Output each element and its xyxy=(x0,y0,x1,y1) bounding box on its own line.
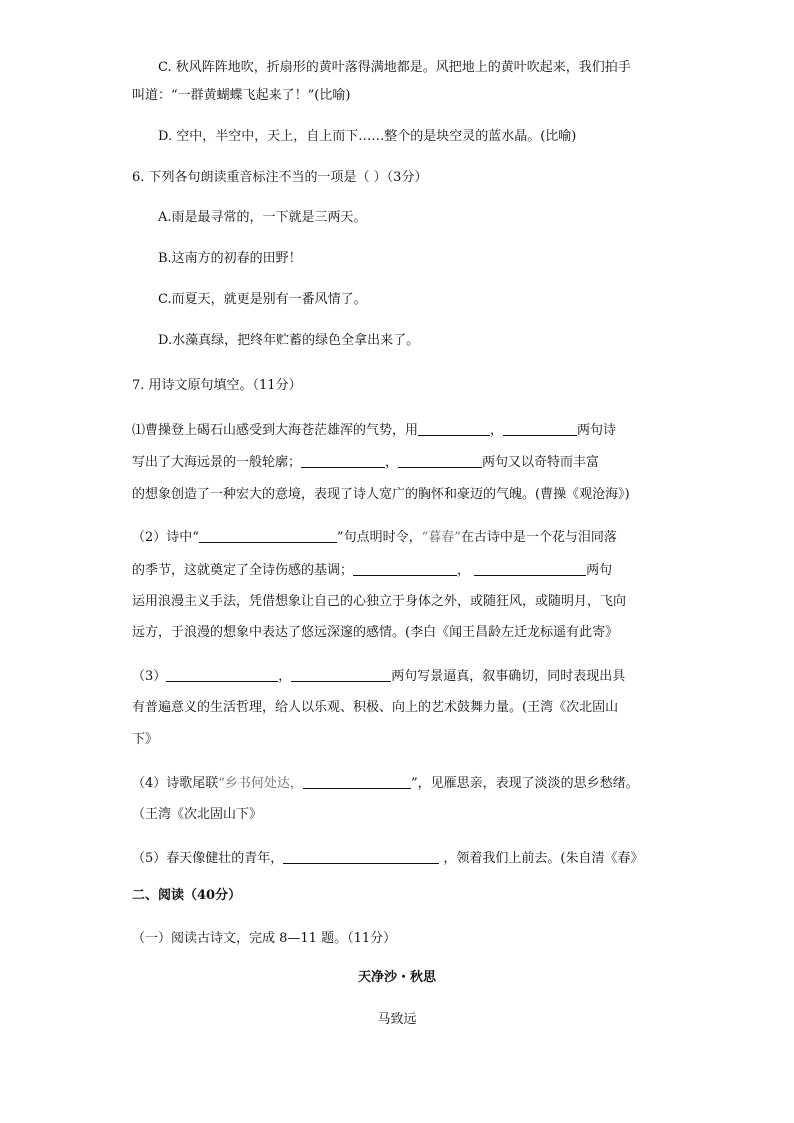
answer-blank-8[interactable] xyxy=(166,667,278,682)
q7-p5-line1: （5）春天像健壮的青年， ，领着我们上前去。(朱自清《春》 xyxy=(132,851,644,866)
answer-blank-4[interactable] xyxy=(398,453,482,468)
poem-title: 天净沙・秋思 xyxy=(357,970,436,985)
answer-blank-9[interactable] xyxy=(291,667,391,682)
q7-stem: 7. 用诗文原句填空。（11分） xyxy=(132,378,302,393)
q5-option-c-line2: 叫道：“一群黄蝴蝶飞起来了！”(比喻) xyxy=(132,88,351,103)
q7-p2-line3: 运用浪漫主义手法，凭借想象让自己的心独立于身体之外，或随狂风，或随明月，飞向 xyxy=(132,594,627,609)
q5-option-d: D. 空中，半空中，天上，自上而下……整个的是块空灵的蓝水晶。(比喻) xyxy=(158,129,577,144)
answer-blank-10[interactable] xyxy=(303,774,411,789)
q7-p2-line1: （2）诗中“ ”句点明时令，“暮春”在古诗中是一个花与泪同落 xyxy=(132,530,617,545)
answer-blank-1[interactable] xyxy=(418,421,490,436)
q6-stem: 6. 下列各句朗读重音标注不当的一项是（ ）（3分） xyxy=(132,170,428,185)
q7-p3-line2: 有普遍意义的生活哲理，给人以乐观、积极、向上的艺术鼓舞力量。(王湾《次北固山 xyxy=(132,700,619,715)
answer-blank-7[interactable] xyxy=(474,561,586,576)
answer-blank-11[interactable] xyxy=(283,849,439,864)
poem-author: 马致远 xyxy=(377,1012,417,1027)
q7-p2-line2: 的季节，这就奠定了全诗伤感的基调； ， 两句 xyxy=(132,563,613,578)
q7-p3-line1: （3） ， 两句写景逼真，叙事确切，同时表现出具 xyxy=(132,669,626,684)
q6-option-a: A.雨是最寻常的，一下就是三两天。 xyxy=(158,210,367,225)
section-heading: 二、阅读（40分） xyxy=(132,888,242,903)
q7-p4-line2: （王湾《次北固山下》 xyxy=(132,807,263,822)
answer-blank-6[interactable] xyxy=(353,561,457,576)
answer-blank-3[interactable] xyxy=(301,453,385,468)
q5-option-c-line1: C. 秋风阵阵地吹，折扇形的黄叶落得满地都是。风把地上的黄叶吹起来，我们拍手 xyxy=(158,60,631,75)
q7-p3-line3: 下》 xyxy=(132,732,159,747)
section-subheading: （一）阅读古诗文，完成 8—11 题。（11分） xyxy=(132,931,397,946)
answer-blank-5[interactable] xyxy=(199,528,337,543)
answer-blank-2[interactable] xyxy=(503,421,577,436)
q7-p2-line4: 远方，于浪漫的想象中表达了悠远深邃的感情。(李白《闻王昌龄左迁龙标遥有此寄》 xyxy=(132,625,619,640)
q7-p1-line3: 的想象创造了一种宏大的意境，表现了诗人宽广的胸怀和豪迈的气魄。(曹操《观沧海》) xyxy=(132,487,630,502)
q6-option-b: B.这南方的初春的田野！ xyxy=(158,251,302,266)
q7-p1-line2: 写出了大海远景的一般轮廓； ， 两句又以奇特而丰富 xyxy=(132,455,600,470)
q6-option-d: D.水藻真绿，把终年贮蓄的绿色全拿出来了。 xyxy=(158,333,420,348)
q7-p1-line1: ⑴曹操登上碣石山感受到大海苍茫雄浑的气势，用 ， 两句诗 xyxy=(132,423,617,438)
q7-p4-line1: （4）诗歌尾联“乡书何处达， ”，见雁思亲，表现了淡淡的思乡愁绪。 xyxy=(132,776,639,791)
q6-option-c: C.而夏天，就更是别有一番风情了。 xyxy=(158,292,367,307)
